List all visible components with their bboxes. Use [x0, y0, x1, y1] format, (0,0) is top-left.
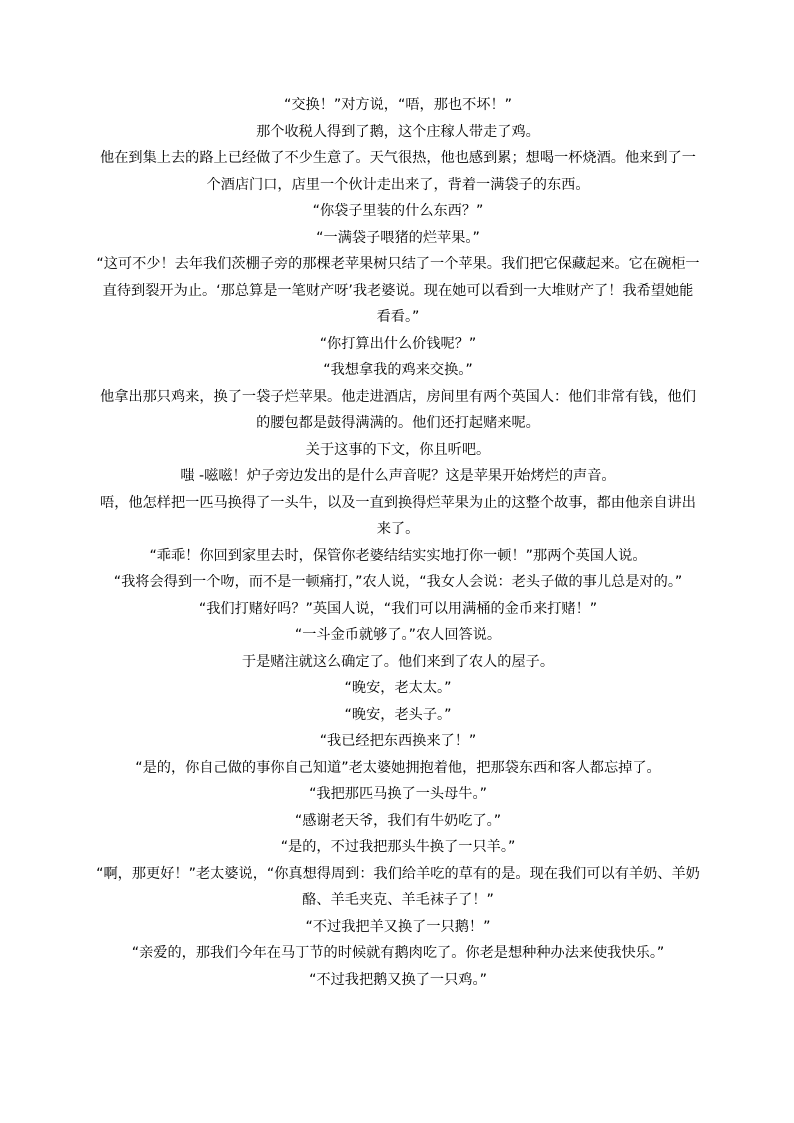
paragraph: “我们打赌好吗？”英国人说，“我们可以用满桶的金币来打赌！” — [198, 600, 598, 617]
paragraph: “交换！”对方说，“唔，那也不坏！” — [283, 97, 513, 113]
paragraph: “不过我把鹅又换了一只鸡。” — [309, 971, 487, 988]
paragraph: “我将会得到一个吻，而不是一顿痛打，”农人说，“我女人会说：老头子做的事儿总是对的。” — [113, 574, 683, 590]
paragraph: “一斗金币就够了。”农人回答说。 — [294, 627, 502, 643]
paragraph: “我把那匹马换了一头母牛。” — [309, 786, 487, 802]
paragraph: “我想拿我的鸡来交换。” — [323, 362, 473, 378]
paragraph: “亲爱的，那我们今年在马丁节的时候就有鹅肉吃了。你老是想种种办法来使我快乐。” — [131, 945, 665, 961]
paragraph: “你打算出什么价钱呢？” — [319, 335, 477, 352]
paragraph: “我已经把东西换来了！” — [319, 733, 477, 749]
paragraph: “感谢老天爷，我们有牛奶吃了。” — [294, 812, 502, 829]
paragraph: 关于这事的下文，你且听吧。 — [305, 441, 491, 458]
paragraph: 他拿出那只鸡来，换了一袋子烂苹果。他走进酒店，房间里有两个英国人：他们非常有钱，他们的腰包都是鼓得满满的。他们还打起赌来呢。 — [100, 388, 696, 431]
paragraph: “晚安，老头子。” — [344, 706, 452, 723]
paragraph: 于是赌注就这么确定了。他们来到了农人的屋子。 — [241, 653, 555, 670]
story-text — [96, 92, 700, 993]
paragraph: “不过我把羊又换了一只鹅！” — [305, 918, 491, 935]
paragraph: 他在到集上去的路上已经做了不少生意了。天气很热，他也感到累；想喝一杯烧酒。他来到了一个酒店门口，店里一个伙计走出来了，背着一满袋子的东西。 — [100, 150, 696, 193]
paragraph: “啊，那更好！”老太婆说，“你真想得周到：我们给羊吃的草有的是。现在我们可以有羊奶、羊奶酪、羊毛夹克、羊毛袜子了！” — [96, 865, 700, 908]
paragraph: “是的，不过我把那头牛换了一只羊。” — [280, 839, 516, 855]
paragraph: “这可不少！去年我们茨棚子旁的那棵老苹果树只结了一个苹果。我们把它保藏起来。它在碗柜一直待到裂开为止。‘那总算是一笔财产呀’我老婆说。现在她可以看到一大堆财产了！我希望她能看看。” — [96, 256, 700, 325]
paragraph: 唔，他怎样把一匹马换得了一头牛，以及一直到换得烂苹果为止的这整个故事，都由他亲自讲出来了。 — [100, 494, 696, 537]
paragraph: “乖乖！你回到家里去时，保管你老婆结结实实地打你一顿！”那两个英国人说。 — [149, 547, 647, 564]
paragraph: “晚安，老太太。” — [344, 680, 452, 696]
paragraph: 那个收税人得到了鹅，这个庄稼人带走了鸡。 — [256, 123, 540, 140]
paragraph: 嗤 -嗞嗞！炉子旁边发出的是什么声音呢？这是苹果开始烤烂的声音。 — [180, 468, 616, 484]
paragraph: “一满袋子喂猪的烂苹果。” — [316, 229, 480, 246]
paragraph: “是的，你自己做的事你自己知道”老太婆她拥抱着他，把那袋东西和客人都忘掉了。 — [135, 759, 661, 776]
paragraph: “你袋子里装的什么东西？” — [312, 203, 484, 219]
